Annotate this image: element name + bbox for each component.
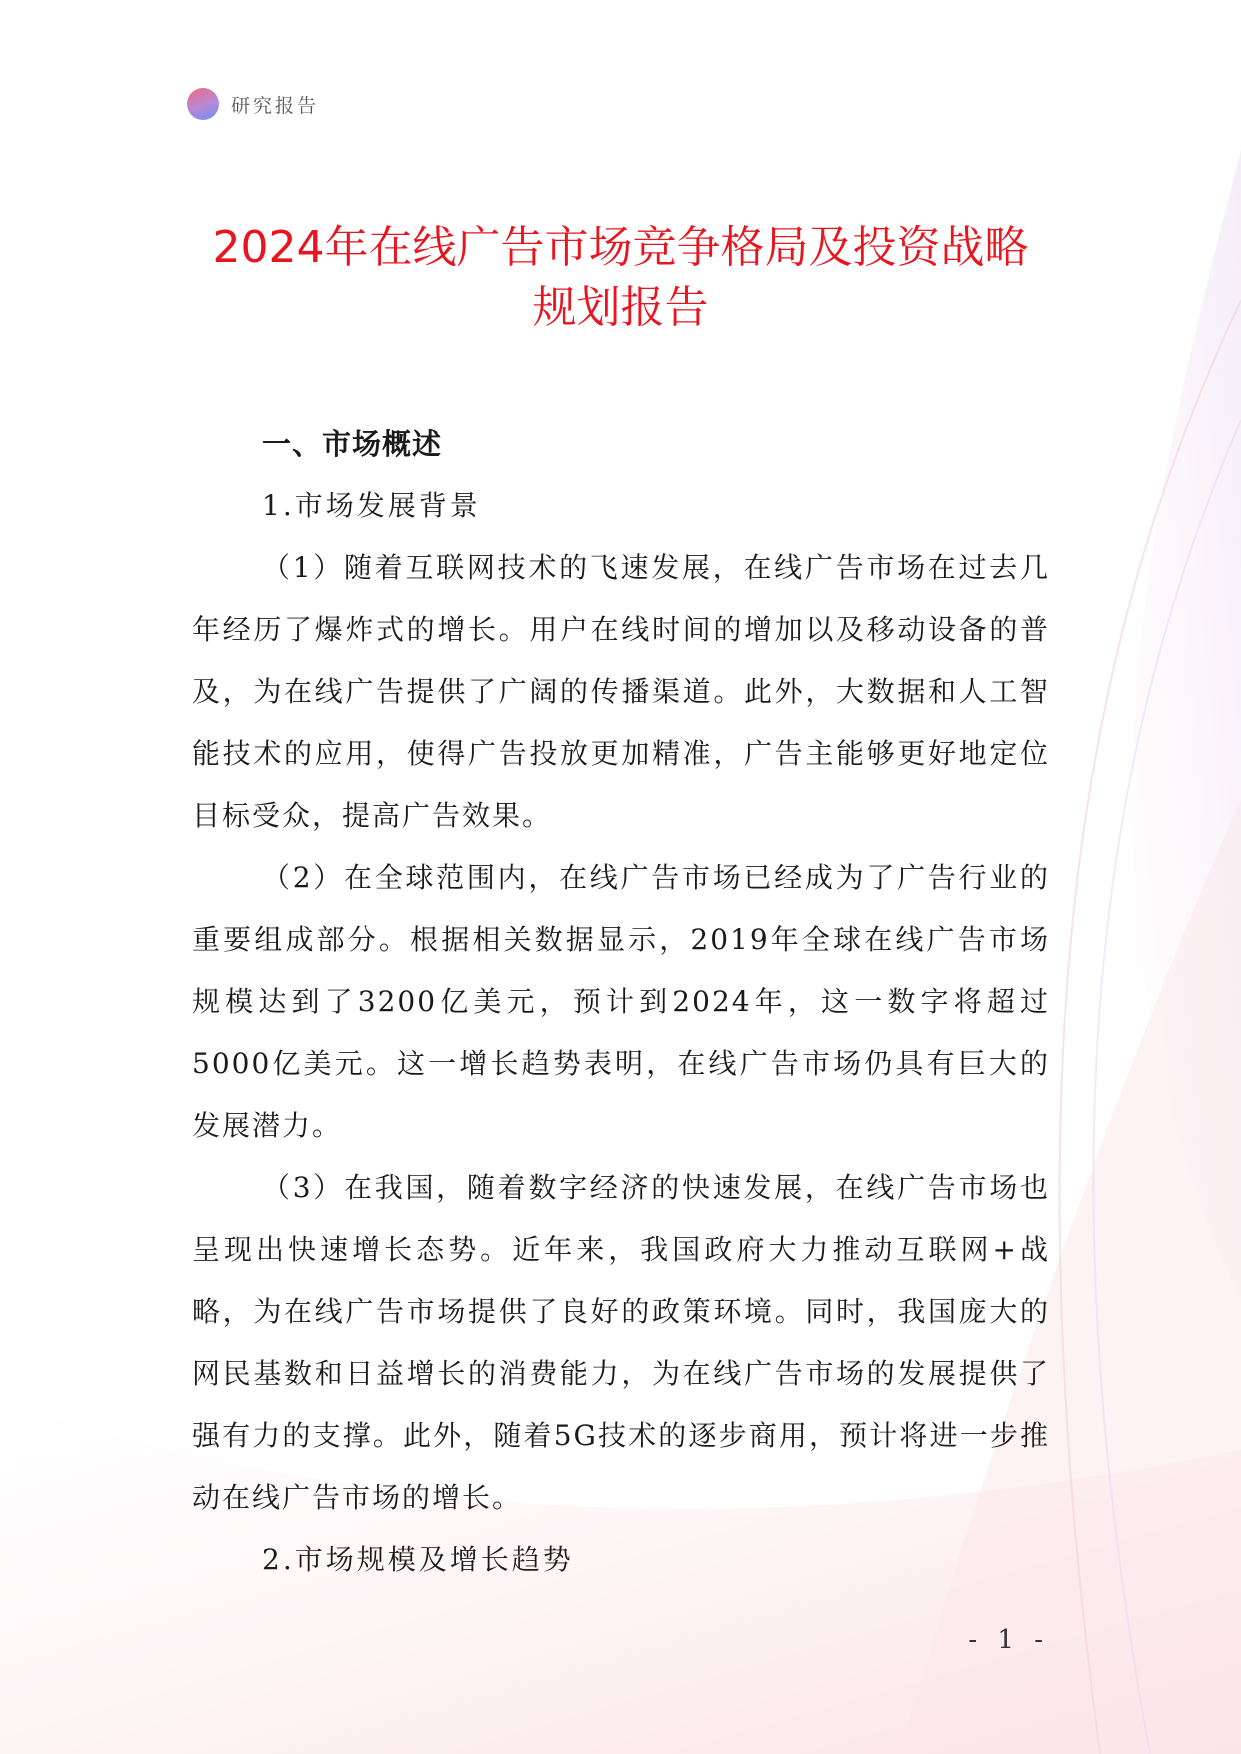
- page-number: - 1 -: [968, 1625, 1049, 1655]
- header-label: 研究报告: [231, 94, 320, 117]
- paragraph: （2）在全球范围内，在线广告市场已经成为了广告行业的重要组成部分。根据相关数据显示，2019年全球在线广告市场规模达到了3200亿美元，预计到2024年，这一数字将超过5000亿美元。这一增长趋势表明，在线广告市场仍具有巨大的发展潜力。: [192, 861, 1050, 1142]
- report-header: [187, 88, 319, 120]
- document-body: [192, 413, 1050, 1591]
- paragraph: （3）在我国，随着数字经济的快速发展，在线广告市场也呈现出快速增长态势。近年来，我国政府大力推动互联网+战略，为在线广告市场提供了良好的政策环境。同时，我国庞大的网民基数和日益增长的消费能力，为在线广告市场的发展提供了强有力的支撑。此外，随着5G技术的逐步商用，预计将进一步推动在线广告市场的增长。: [192, 1171, 1050, 1514]
- section-heading: 一、市场概述: [262, 427, 443, 461]
- subsection-heading: 1.市场发展背景: [262, 489, 481, 522]
- subsection-heading: 2.市场规模及增长趋势: [262, 1543, 574, 1576]
- title-line-1: 2024年在线广告市场竞争格局及投资战略: [212, 222, 1029, 273]
- document-title: [150, 218, 1091, 338]
- title-line-2: 规划报告: [532, 282, 709, 333]
- logo-icon: [187, 88, 219, 120]
- paragraph: （1）随着互联网技术的飞速发展，在线广告市场在过去几年经历了爆炸式的增长。用户在线时间的增加以及移动设备的普及，为在线广告提供了广阔的传播渠道。此外，大数据和人工智能技术的应用，使得广告投放更加精准，广告主能够更好地定位目标受众，提高广告效果。: [192, 551, 1050, 832]
